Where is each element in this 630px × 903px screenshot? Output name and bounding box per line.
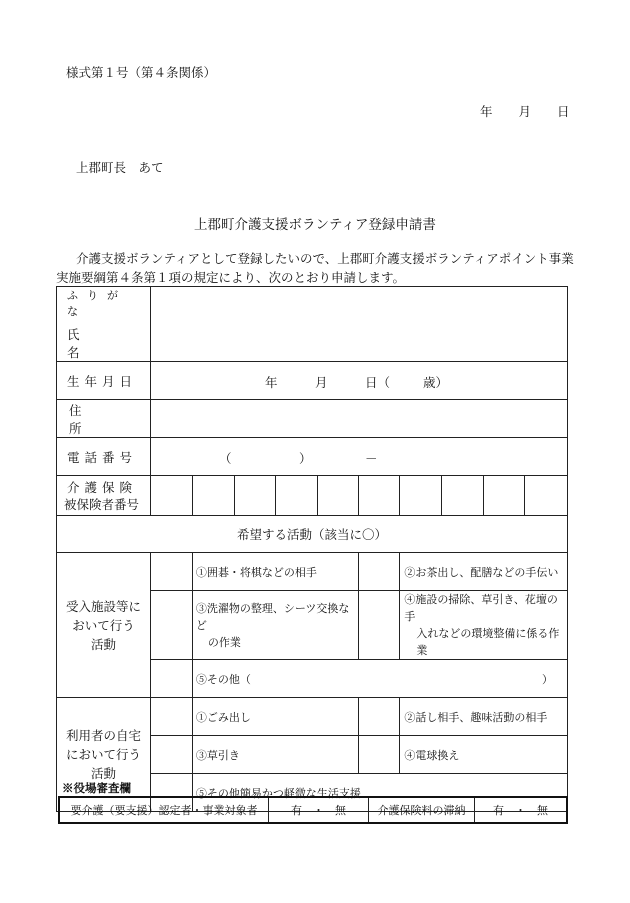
facility-item-3-line1: ③洗濯物の整理、シーツ交換など [195,601,350,632]
name-row [57,287,568,362]
facility-check-5[interactable] [150,660,192,698]
birth-day-label: 日（ [364,375,390,390]
facility-item-4-line1: ④施設の掃除、草引き、花壇の手 [404,593,558,623]
home-label-line1: 利用者の自宅 [65,728,141,743]
phone-close-paren: ） [298,451,312,466]
facility-item-3-line2: の作業 [207,635,241,649]
office-heading: ※役場審査欄 [62,781,131,795]
insurance-row [57,476,568,516]
phone-open-paren: （ [218,451,232,466]
birth-month-label: 月 [314,375,328,390]
application-table [56,286,568,812]
facility-label-line1: 受入施設等に [65,598,141,614]
facility-check-2[interactable] [359,553,400,591]
facility-check-3[interactable] [150,591,192,660]
date-month: 月 [518,104,532,119]
furigana-label: ふりがな [67,289,127,318]
insurance-digit-box[interactable] [442,476,484,516]
office-arrears-label: 介護保険料の滞納 [369,797,475,823]
home-item-4: ④電球換え [400,736,568,774]
home-item-1: ①ごみ出し [192,698,359,736]
phone-row [57,438,568,476]
office-arrears-value[interactable]: 有 ・ 無 [475,797,568,823]
insurance-digit-box[interactable] [484,476,525,516]
phone-label: 電話番号 [57,438,151,476]
intro-line-2: 実施要綱第４条第１項の規定により、次のとおり申請します。 [56,270,406,285]
birth-year-label: 年 [264,375,278,390]
home-row-1 [57,698,568,736]
facility-item-3 [192,591,359,660]
date-year: 年 [480,104,493,119]
name-field[interactable] [150,287,567,362]
form-number: 様式第１号（第４条関係） [66,65,217,80]
date-day: 日 [557,104,570,119]
facility-check-4[interactable] [359,591,400,660]
phone-field[interactable] [150,438,567,476]
name-label: 氏名 [67,327,126,360]
facility-item-5-label: ⑤その他（ [195,672,251,686]
home-check-3[interactable] [150,736,192,774]
phone-dash: － [364,451,378,466]
facility-item-1: ①囲碁・将棋などの相手 [192,553,359,591]
home-item-5: ⑤その他簡易かつ軽微な生活支援 [192,774,567,812]
birthdate-row [57,362,568,400]
facility-row-1 [57,553,568,591]
home-label-line3: 活動 [90,766,116,781]
insurance-digit-box[interactable] [192,476,234,516]
facility-label [57,553,151,698]
birthdate-label: 生年月日 [57,362,151,400]
office-certified-label: 要介護（要支援）認定者・事業対象者 [59,797,269,823]
facility-item-2: ②お茶出し、配膳などの手伝い [400,553,568,591]
facility-check-1[interactable] [150,553,192,591]
insurance-digit-box[interactable] [317,476,359,516]
facility-item-5-content [196,671,553,687]
insurance-digit-box[interactable] [150,476,192,516]
insurance-digit-box[interactable] [525,476,568,516]
insurance-label-line2: 被保険者番号 [64,496,140,512]
home-item-3: ③草引き [192,736,359,774]
facility-item-4-line2: 入れなどの環境整備に係る作業 [416,627,560,657]
home-item-2: ②話し相手、趣味活動の相手 [400,698,568,736]
date-line [480,102,570,120]
facility-label-line3: 活動 [90,636,116,652]
insurance-digit-box[interactable] [359,476,400,516]
age-label: 歳） [422,375,448,390]
office-review-row [59,797,567,823]
insurance-digit-box[interactable] [234,476,275,516]
insurance-digit-box[interactable] [400,476,442,516]
birthdate-field[interactable] [150,362,567,400]
home-check-2[interactable] [359,698,400,736]
page-title: 上郡町介護支援ボランティア登録申請書 [194,217,436,233]
address-row [57,400,568,438]
insurance-digit-box[interactable] [275,476,317,516]
activities-header: 希望する活動（該当に〇） [57,516,568,553]
facility-item-5 [192,660,567,698]
facility-item-5-close: ） [542,672,553,686]
home-check-4[interactable] [359,736,400,774]
office-review-table [58,796,568,824]
insurance-label [57,476,151,516]
facility-label-line2: おいて行う [72,617,135,633]
name-label-cell [57,287,151,362]
home-label-line2: において行う [65,747,141,762]
intro-line-1: 介護支援ボランティアとして登録したいので、上郡町介護支援ボランティアポイント事業 [76,251,574,266]
activities-header-row [57,516,568,553]
office-certified-value[interactable]: 有 ・ 無 [269,797,369,823]
home-check-1[interactable] [150,698,192,736]
address-field[interactable] [150,400,567,438]
addressee: 上郡町長 あて [76,160,164,175]
insurance-label-line1: 介護保険 [67,479,138,495]
address-label: 住所 [57,400,151,438]
facility-item-4 [400,591,568,660]
